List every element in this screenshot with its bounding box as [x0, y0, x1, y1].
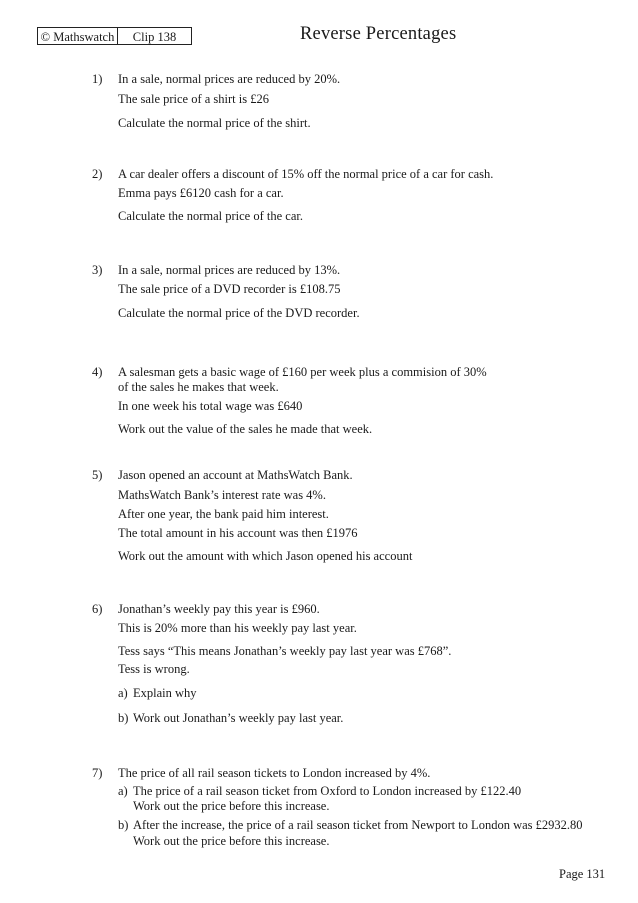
brand-label: © Mathswatch	[37, 27, 118, 45]
question-text: In one week his total wage was £640	[118, 399, 303, 413]
question-instruction: Calculate the normal price of the car.	[118, 209, 303, 223]
question-instruction: Work out the amount with which Jason opened his account	[118, 549, 413, 563]
question-text: Jonathan’s weekly pay this year is £960.	[118, 602, 320, 616]
question-text: A salesman gets a basic wage of £160 per week plus a commision of 30%	[118, 365, 487, 379]
part-text-a: Explain why	[133, 686, 197, 700]
question-text: The sale price of a shirt is £26	[118, 92, 269, 106]
question-text: The total amount in his account was then £1976	[118, 526, 358, 540]
part-text-b: After the increase, the price of a rail season ticket from Newport to London was £2932.80	[133, 818, 583, 832]
question-text: Tess says “This means Jonathan’s weekly pay last year was £768”.	[118, 644, 452, 658]
question-instruction: Work out the value of the sales he made that week.	[118, 422, 373, 436]
question-text: The price of all rail season tickets to London increased by 4%.	[118, 766, 431, 780]
question-instruction: Calculate the normal price of the shirt.	[118, 116, 311, 130]
part-label-a: a)	[118, 686, 128, 700]
question-number: 7)	[92, 766, 103, 780]
question-text: Emma pays £6120 cash for a car.	[118, 186, 284, 200]
question-text: A car dealer offers a discount of 15% off the normal price of a car for cash.	[118, 167, 494, 181]
question-text: After one year, the bank paid him interest.	[118, 507, 329, 521]
page-title: Reverse Percentages	[300, 24, 457, 44]
part-label-b: b)	[118, 818, 129, 832]
part-label-a: a)	[118, 784, 128, 798]
part-label-b: b)	[118, 711, 129, 725]
part-text-b: Work out Jonathan’s weekly pay last year.	[133, 711, 344, 725]
question-text: Jason opened an account at MathsWatch Bank.	[118, 468, 353, 482]
question-instruction: Calculate the normal price of the DVD recorder.	[118, 306, 360, 320]
clip-label: Clip 138	[117, 27, 192, 45]
question-text: In a sale, normal prices are reduced by 13%.	[118, 263, 341, 277]
question-text: of the sales he makes that week.	[118, 380, 279, 394]
question-number: 1)	[92, 72, 103, 86]
part-text-b: Work out the price before this increase.	[133, 834, 330, 848]
question-text: MathsWatch Bank’s interest rate was 4%.	[118, 488, 326, 502]
question-number: 4)	[92, 365, 103, 379]
part-text-a: Work out the price before this increase.	[133, 799, 330, 813]
question-text: Tess is wrong.	[118, 662, 190, 676]
part-text-a: The price of a rail season ticket from Oxford to London increased by £122.40	[133, 784, 522, 798]
question-number: 2)	[92, 167, 103, 181]
question-text: The sale price of a DVD recorder is £108.75	[118, 282, 341, 296]
question-number: 3)	[92, 263, 103, 277]
question-number: 5)	[92, 468, 103, 482]
question-text: In a sale, normal prices are reduced by 20%.	[118, 72, 341, 86]
question-number: 6)	[92, 602, 103, 616]
question-text: This is 20% more than his weekly pay last year.	[118, 621, 357, 635]
page-number: Page 131	[559, 867, 606, 881]
